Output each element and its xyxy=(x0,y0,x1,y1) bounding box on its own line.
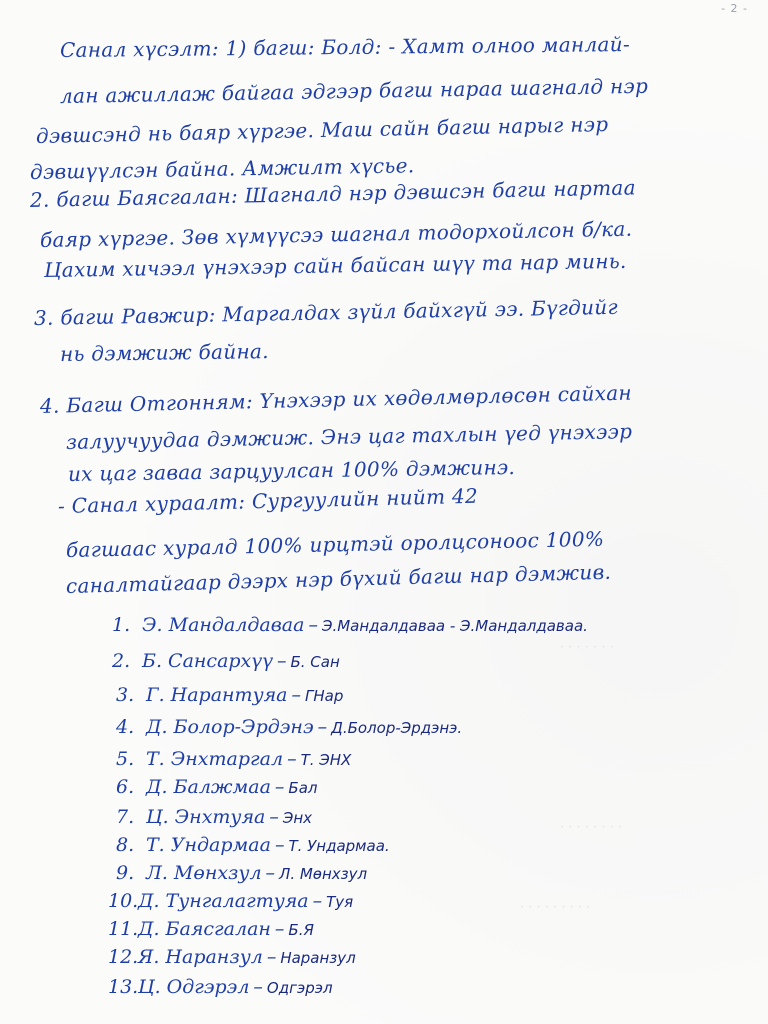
signature-row: 6. Д. Балжмаа – Бал xyxy=(116,776,318,798)
body-line: багшаас хуралд 100% ирцтэй оролцсоноос 100% xyxy=(65,526,605,562)
signatory-name: Т. Энхтаргал xyxy=(146,748,284,770)
signatory-name: Д. Тунгалагтуяа xyxy=(138,890,309,912)
signature-mark: Одгэрэл xyxy=(266,979,333,997)
signature-row: 2. Б. Сансархүү – Б. Сан xyxy=(112,650,340,672)
signature-number: 8. xyxy=(116,834,135,856)
signature-mark: Э.Мандалдаваа - Э.Мандалдаваа. xyxy=(321,617,588,635)
signature-row: 13.Ц. Одгэрэл – Одгэрэл xyxy=(108,976,333,998)
body-line: - Санал хураалт: Сургуулийн нийт 42 xyxy=(57,483,479,518)
signature-mark: Л. Мөнхзул xyxy=(279,865,368,883)
body-line: дэвшүүлсэн байна. Амжилт хүсье. xyxy=(29,153,415,184)
signature-number: 1. xyxy=(112,614,131,636)
signature-row: 10.Д. Тунгалагтуяа – Туя xyxy=(108,890,354,912)
body-line: 2. багш Баясгалан: Шагналд нэр дэвшсэн багш нартаа xyxy=(29,175,637,212)
signature-number: 2. xyxy=(112,650,131,672)
signatory-name: Я. Наранзул xyxy=(138,946,263,968)
bleed-through-text: · · · · · · · · · xyxy=(520,900,591,915)
body-line: саналтайгаар дээрх нэр бүхий багш нар дэмжив. xyxy=(65,559,612,598)
body-line: Санал хүсэлт: 1) багш: Болд: - Хамт олноо манлай- xyxy=(59,32,631,62)
signature-mark: Туя xyxy=(326,893,354,911)
signature-row: 4. Д. Болор-Эрдэнэ – Д.Болор-Эрдэнэ. xyxy=(116,716,463,738)
signature-mark: Т. Ундармаа. xyxy=(288,837,390,855)
signature-mark: Наранзул xyxy=(280,949,356,967)
signature-row: 7. Ц. Энхтуяа – Энх xyxy=(116,806,313,828)
body-line: лан ажиллаж байгаа эдгээр багш нараа шагналд нэр xyxy=(59,73,649,108)
signatory-name: Г. Нарантуяа xyxy=(146,684,288,706)
signature-row: 11.Д. Баясгалан – Б.Я xyxy=(108,918,314,940)
signatory-name: Э. Мандалдаваа xyxy=(142,614,305,636)
signatory-name: Л. Мөнхзул xyxy=(146,862,262,884)
body-line: баяр хүргэе. Зөв хүмүүсээ шагнал тодорхойлсон б/ка. xyxy=(39,216,633,252)
signature-number: 3. xyxy=(116,684,135,706)
signatory-name: Ц. Одгэрэл xyxy=(138,976,250,998)
signature-mark: Б.Я xyxy=(288,921,314,939)
signature-mark: Д.Болор-Эрдэнэ. xyxy=(331,719,463,737)
body-line: залуучуудаа дэмжиж. Энэ цаг тахлын үед үнэхээр xyxy=(65,419,633,454)
signatory-name: Ц. Энхтуяа xyxy=(146,806,266,828)
signature-number: 4. xyxy=(116,716,135,738)
signature-mark: Т. ЭНХ xyxy=(300,751,352,769)
signature-number: 13. xyxy=(108,976,139,998)
signature-number: 10. xyxy=(108,890,139,912)
signature-row: 9. Л. Мөнхзул – Л. Мөнхзул xyxy=(116,862,368,884)
signatory-name: Д. Болор-Эрдэнэ xyxy=(146,716,314,738)
signatory-name: Т. Ундармаа xyxy=(146,834,271,856)
body-line: Цахим хичээл үнэхээр сайн байсан шүү та нар минь. xyxy=(43,248,627,282)
signature-number: 5. xyxy=(116,748,135,770)
signature-row: 1. Э. Мандалдаваа – Э.Мандалдаваа - Э.Мандалдаваа. xyxy=(112,614,588,636)
signature-number: 9. xyxy=(116,862,135,884)
signature-row: 3. Г. Нарантуяа – ГНар xyxy=(116,684,344,706)
signature-mark: Бал xyxy=(288,779,318,797)
signature-mark: ГНар xyxy=(305,687,344,705)
signature-row: 5. Т. Энхтаргал – Т. ЭНХ xyxy=(116,748,352,770)
body-line: дэвшсэнд нь баяр хүргэе. Маш сайн багш нарыг нэр xyxy=(35,112,609,148)
body-line: 4. Багш Отгонням: Үнэхээр их хөдөлмөрлөсөн сайхан xyxy=(39,380,633,418)
signature-number: 12. xyxy=(108,946,139,968)
body-line: их цаг заваа зарцуулсан 100% дэмжинэ. xyxy=(67,454,516,486)
body-line: нь дэмжиж байна. xyxy=(59,339,270,366)
signature-number: 11. xyxy=(108,918,139,940)
signatory-name: Б. Сансархүү xyxy=(142,650,273,672)
page-corner-mark: - 2 - xyxy=(721,2,748,15)
signature-mark: Б. Сан xyxy=(290,653,340,671)
body-line: 3. багш Равжир: Маргалдах зүйл байхгүй ээ. Бүгдийг xyxy=(33,294,619,330)
bleed-through-text: · · · · · · · · xyxy=(560,820,622,835)
signature-row: 8. Т. Ундармаа – Т. Ундармаа. xyxy=(116,834,390,856)
signature-number: 7. xyxy=(116,806,135,828)
signatory-name: Д. Баясгалан xyxy=(138,918,271,940)
signature-row: 12.Я. Наранзул – Наранзул xyxy=(108,946,356,968)
signature-mark: Энх xyxy=(282,809,313,827)
signature-number: 6. xyxy=(116,776,135,798)
signatory-name: Д. Балжмаа xyxy=(146,776,271,798)
bleed-through-text: · · · · · · · xyxy=(560,640,614,655)
